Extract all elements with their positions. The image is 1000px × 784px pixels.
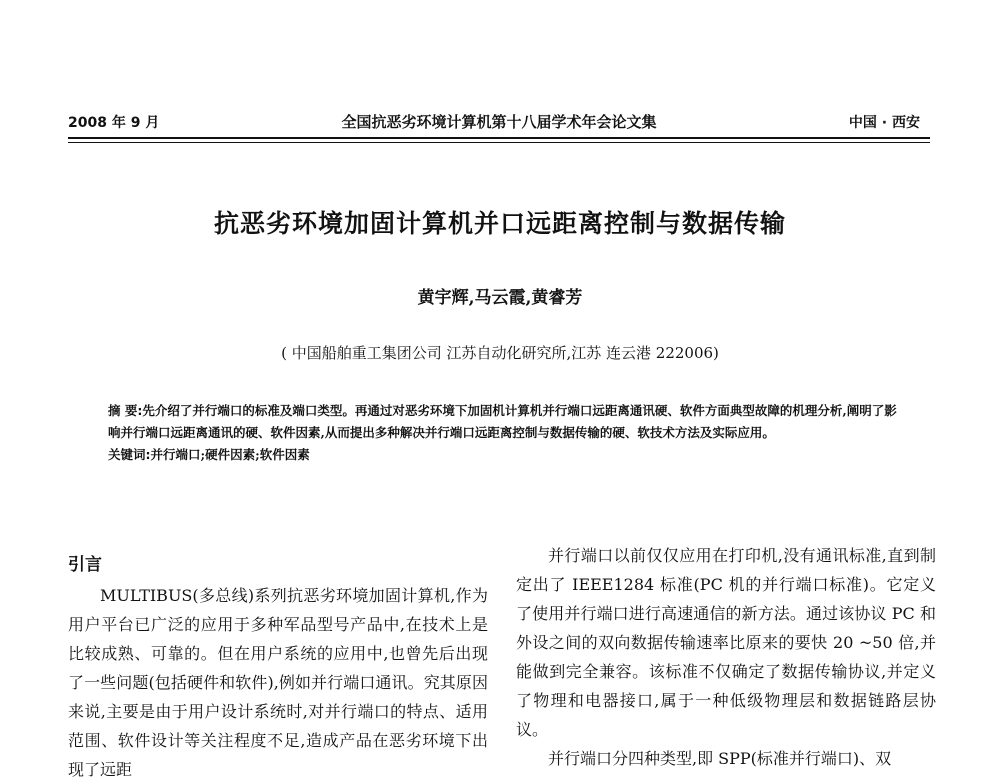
- running-header: [68, 112, 930, 136]
- right-paragraph-1: 并行端口以前仅仅应用在打印机,没有通讯标准,直到制定出了 IEEE1284 标准(PC 机的并行端口标准)。它定义了使用并行端口进行高速通信的新方法。通过该协议 PC 和外设之间的双向数据传输速率比原来的要快 20 ~50 倍,并能做到完全兼容。该标准不仅确定了数据传输协议,并定义了物理和电器接口,属于一种低级物理层和数据链路层协议。: [516, 546, 936, 739]
- abstract-block: [108, 400, 898, 466]
- left-column: [68, 550, 488, 784]
- intro-paragraph: MULTIBUS(多总线)系列抗恶劣环境加固计算机,作为用户平台已广泛的应用于多种军品型号产品中,在技术上是比较成熟、可靠的。但在用户系统的应用中,也曾先后出现了一些问题(包括硬件和软件),例如并行端口通讯。究其原因来说,主要是由于用户设计系统时,对并行端口的特点、适用范围、软件设计等关注程度不足,造成产品在恶劣环境下出现了远距: [68, 586, 488, 779]
- right-paragraph-2: 并行端口分四种类型,即 SPP(标准并行端口)、双: [548, 749, 892, 768]
- paper-title: 抗恶劣环境加固计算机并口远距离控制与数据传输: [213, 209, 786, 238]
- header-rule-thick: [68, 137, 930, 139]
- abstract-label: 摘 要:: [108, 403, 143, 418]
- header-journal: 全国抗恶劣环境计算机第十八届学术年会论文集: [341, 113, 657, 131]
- paper-authors: 黄宇辉,马云霞,黄睿芳: [417, 288, 583, 308]
- paper-affiliation: ( 中国船舶重工集团公司 江苏自动化研究所,江苏 连云港 222006): [281, 344, 719, 362]
- right-column: [516, 541, 936, 773]
- abstract-text: 先介绍了并行端口的标准及端口类型。再通过对恶劣环境下加固机计算机并行端口远距离通讯硬、软件方面典型故障的机理分析,阐明了影响并行端口远距离通讯的硬、软件因素,从而提出多种解决并行端口远距离控制与数据传输的硬、软技术方法及实际应用。: [108, 403, 897, 440]
- keywords-paragraph: [108, 444, 898, 466]
- header-date: 2008 年 9 月: [68, 115, 160, 131]
- keywords-text: 并行端口;硬件因素;软件因素: [150, 447, 310, 462]
- section-heading-intro: 引言: [68, 555, 102, 575]
- header-location: 中国 · 西安: [848, 115, 920, 131]
- header-rule-thin: [68, 142, 930, 143]
- abstract-paragraph: [108, 400, 898, 444]
- keywords-label: 关键词:: [108, 447, 151, 462]
